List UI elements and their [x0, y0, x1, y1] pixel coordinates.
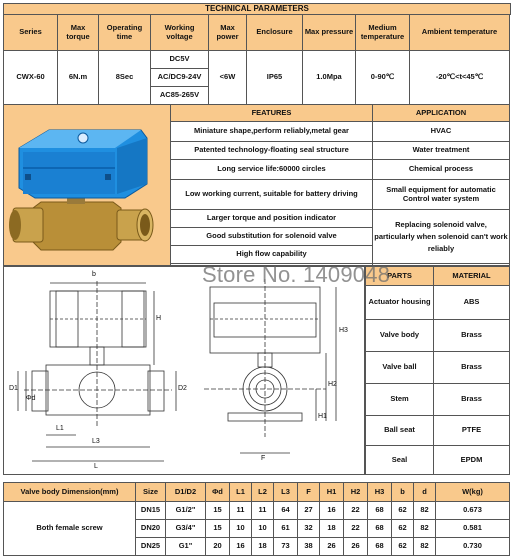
dim-label-l: L [94, 463, 98, 470]
feature-item: Miniature shape,perform reliably,metal gear [171, 122, 373, 142]
part-material: EPDM [434, 446, 510, 475]
dim-cell: 20 [206, 538, 230, 556]
dim-cell: 62 [392, 520, 414, 538]
tech-voltage-value: DC5V [151, 51, 209, 69]
valve-photo [5, 110, 165, 260]
dim-cell: 32 [298, 520, 320, 538]
part-material: ABS [434, 286, 510, 320]
part-material: Brass [434, 384, 510, 416]
tech-series-value: CWX-60 [4, 51, 58, 105]
dim-cell: 0.730 [436, 538, 510, 556]
store-watermark: Store No. 1409048 [202, 262, 391, 287]
dim-cell: DN15 [136, 502, 166, 520]
dimension-drawing [4, 267, 364, 474]
feature-item: Long service life:60000 circles [171, 160, 373, 180]
dim-header: b [392, 483, 414, 502]
dim-cell: 15 [206, 520, 230, 538]
dim-cell: 73 [274, 538, 298, 556]
application-item: Water treatment [373, 142, 510, 160]
dim-label-d1: D1 [9, 385, 18, 392]
features-application-table [3, 104, 509, 266]
part-name: Valve ball [366, 352, 434, 384]
features-header: FEATURES [171, 105, 373, 122]
tech-voltage-value: AC/DC9-24V [151, 69, 209, 87]
tech-header-enclosure: Enclosure [247, 15, 303, 51]
tech-pressure-value: 1.0Mpa [303, 51, 356, 105]
dim-cell: DN25 [136, 538, 166, 556]
dim-cell: 27 [298, 502, 320, 520]
dim-label-h1: H1 [318, 413, 327, 420]
feature-item: Good substitution for solenoid valve [171, 228, 373, 246]
dim-cell: G1/2" [166, 502, 206, 520]
parts-header: PARTS [366, 267, 434, 286]
dim-cell: G3/4" [166, 520, 206, 538]
dim-cell: 10 [230, 520, 252, 538]
tech-header-torque: Max torque [58, 15, 99, 51]
tech-enclosure-value: IP65 [247, 51, 303, 105]
dim-cell: 64 [274, 502, 298, 520]
dim-header: H3 [368, 483, 392, 502]
sheet-title: TECHNICAL PARAMETERS [3, 3, 511, 15]
dim-cell: 16 [320, 502, 344, 520]
dim-cell: 62 [392, 538, 414, 556]
application-header: APPLICATION [373, 105, 510, 122]
dim-header: L1 [230, 483, 252, 502]
drawing-parts-section [3, 262, 509, 475]
tech-header-pressure: Max pressure [303, 15, 356, 51]
tech-torque-value: 6N.m [58, 51, 99, 105]
tech-header-ambient-temp: Ambient temperature [410, 15, 510, 51]
feature-item: Larger torque and position indicator [171, 210, 373, 228]
dim-header: F [298, 483, 320, 502]
dim-cell: 11 [252, 502, 274, 520]
dim-cell: 11 [230, 502, 252, 520]
tech-header-time: Operating time [99, 15, 151, 51]
dim-cell: 82 [414, 520, 436, 538]
tech-time-value: 8Sec [99, 51, 151, 105]
dim-cell: 68 [368, 520, 392, 538]
dim-cell: 15 [206, 502, 230, 520]
dim-cell: 82 [414, 538, 436, 556]
dim-label-d2: D2 [178, 385, 187, 392]
tech-header-voltage: Working voltage [151, 15, 209, 51]
dim-header: Φd [206, 483, 230, 502]
part-material: Brass [434, 352, 510, 384]
tech-voltage-value: AC85-265V [151, 87, 209, 105]
dim-label-b: b [92, 271, 96, 278]
part-material: Brass [434, 320, 510, 352]
dim-label-l3: L3 [92, 438, 100, 445]
tech-header-medium-temp: Medium temperature [356, 15, 410, 51]
part-material: PTFE [434, 416, 510, 446]
dim-cell: 18 [320, 520, 344, 538]
dim-cell: 22 [344, 520, 368, 538]
product-photo-cell [4, 105, 171, 266]
feature-item: Patented technology-floating seal structure [171, 142, 373, 160]
dim-cell: 26 [344, 538, 368, 556]
dim-cell: 0.673 [436, 502, 510, 520]
dim-cell: 68 [368, 538, 392, 556]
part-name: Stem [366, 384, 434, 416]
part-name: Seal [366, 446, 434, 475]
dim-header: Valve body Dimension(mm) [4, 483, 136, 502]
application-item: Chemical process [373, 160, 510, 180]
dimensions-table [3, 482, 509, 556]
tech-ambient-temp-value: -20℃<t<45℃ [410, 51, 510, 105]
application-item: HVAC [373, 122, 510, 142]
dim-header: H1 [320, 483, 344, 502]
dim-header: d [414, 483, 436, 502]
dim-header: H2 [344, 483, 368, 502]
dim-cell: 22 [344, 502, 368, 520]
dim-header: L2 [252, 483, 274, 502]
dimension-drawing-panel [3, 266, 365, 475]
dim-group-label: Both female screw [4, 502, 136, 556]
tech-power-value: <6W [209, 51, 247, 105]
dim-cell: 16 [230, 538, 252, 556]
dim-header: Size [136, 483, 166, 502]
part-name: Ball seat [366, 416, 434, 446]
dim-label-h2: H2 [328, 381, 337, 388]
dim-cell: 82 [414, 502, 436, 520]
dim-header: W(kg) [436, 483, 510, 502]
dim-label-h3: H3 [339, 327, 348, 334]
tech-parameters-table [3, 14, 509, 105]
tech-medium-temp-value: 0-90℃ [356, 51, 410, 105]
tech-header-series: Series [4, 15, 58, 51]
dim-cell: DN20 [136, 520, 166, 538]
dim-label-f: F [261, 455, 266, 462]
dim-cell: G1" [166, 538, 206, 556]
dim-cell: 62 [392, 502, 414, 520]
dim-cell: 10 [252, 520, 274, 538]
material-header: MATERIAL [434, 267, 510, 286]
dim-label-l1: L1 [56, 425, 64, 432]
dim-cell: 61 [274, 520, 298, 538]
application-item: Small equipment for automatic Control water system [373, 180, 510, 210]
dim-cell: 18 [252, 538, 274, 556]
part-name: Valve body [366, 320, 434, 352]
parts-table [365, 266, 509, 475]
part-name: Actuator housing [366, 286, 434, 320]
tech-header-power: Max power [209, 15, 247, 51]
feature-item: High flow capability [171, 246, 373, 264]
dim-header: L3 [274, 483, 298, 502]
application-item: Replacing solenoid valve, particularly when solenoid can't work reliably [373, 210, 510, 264]
dim-cell: 0.581 [436, 520, 510, 538]
dim-cell: 38 [298, 538, 320, 556]
dim-label-h: H [156, 315, 162, 322]
dim-header: D1/D2 [166, 483, 206, 502]
dim-cell: 26 [320, 538, 344, 556]
feature-item: Low working current, suitable for battery driving [171, 180, 373, 210]
dim-label-d: Φd [26, 395, 36, 402]
dim-cell: 68 [368, 502, 392, 520]
